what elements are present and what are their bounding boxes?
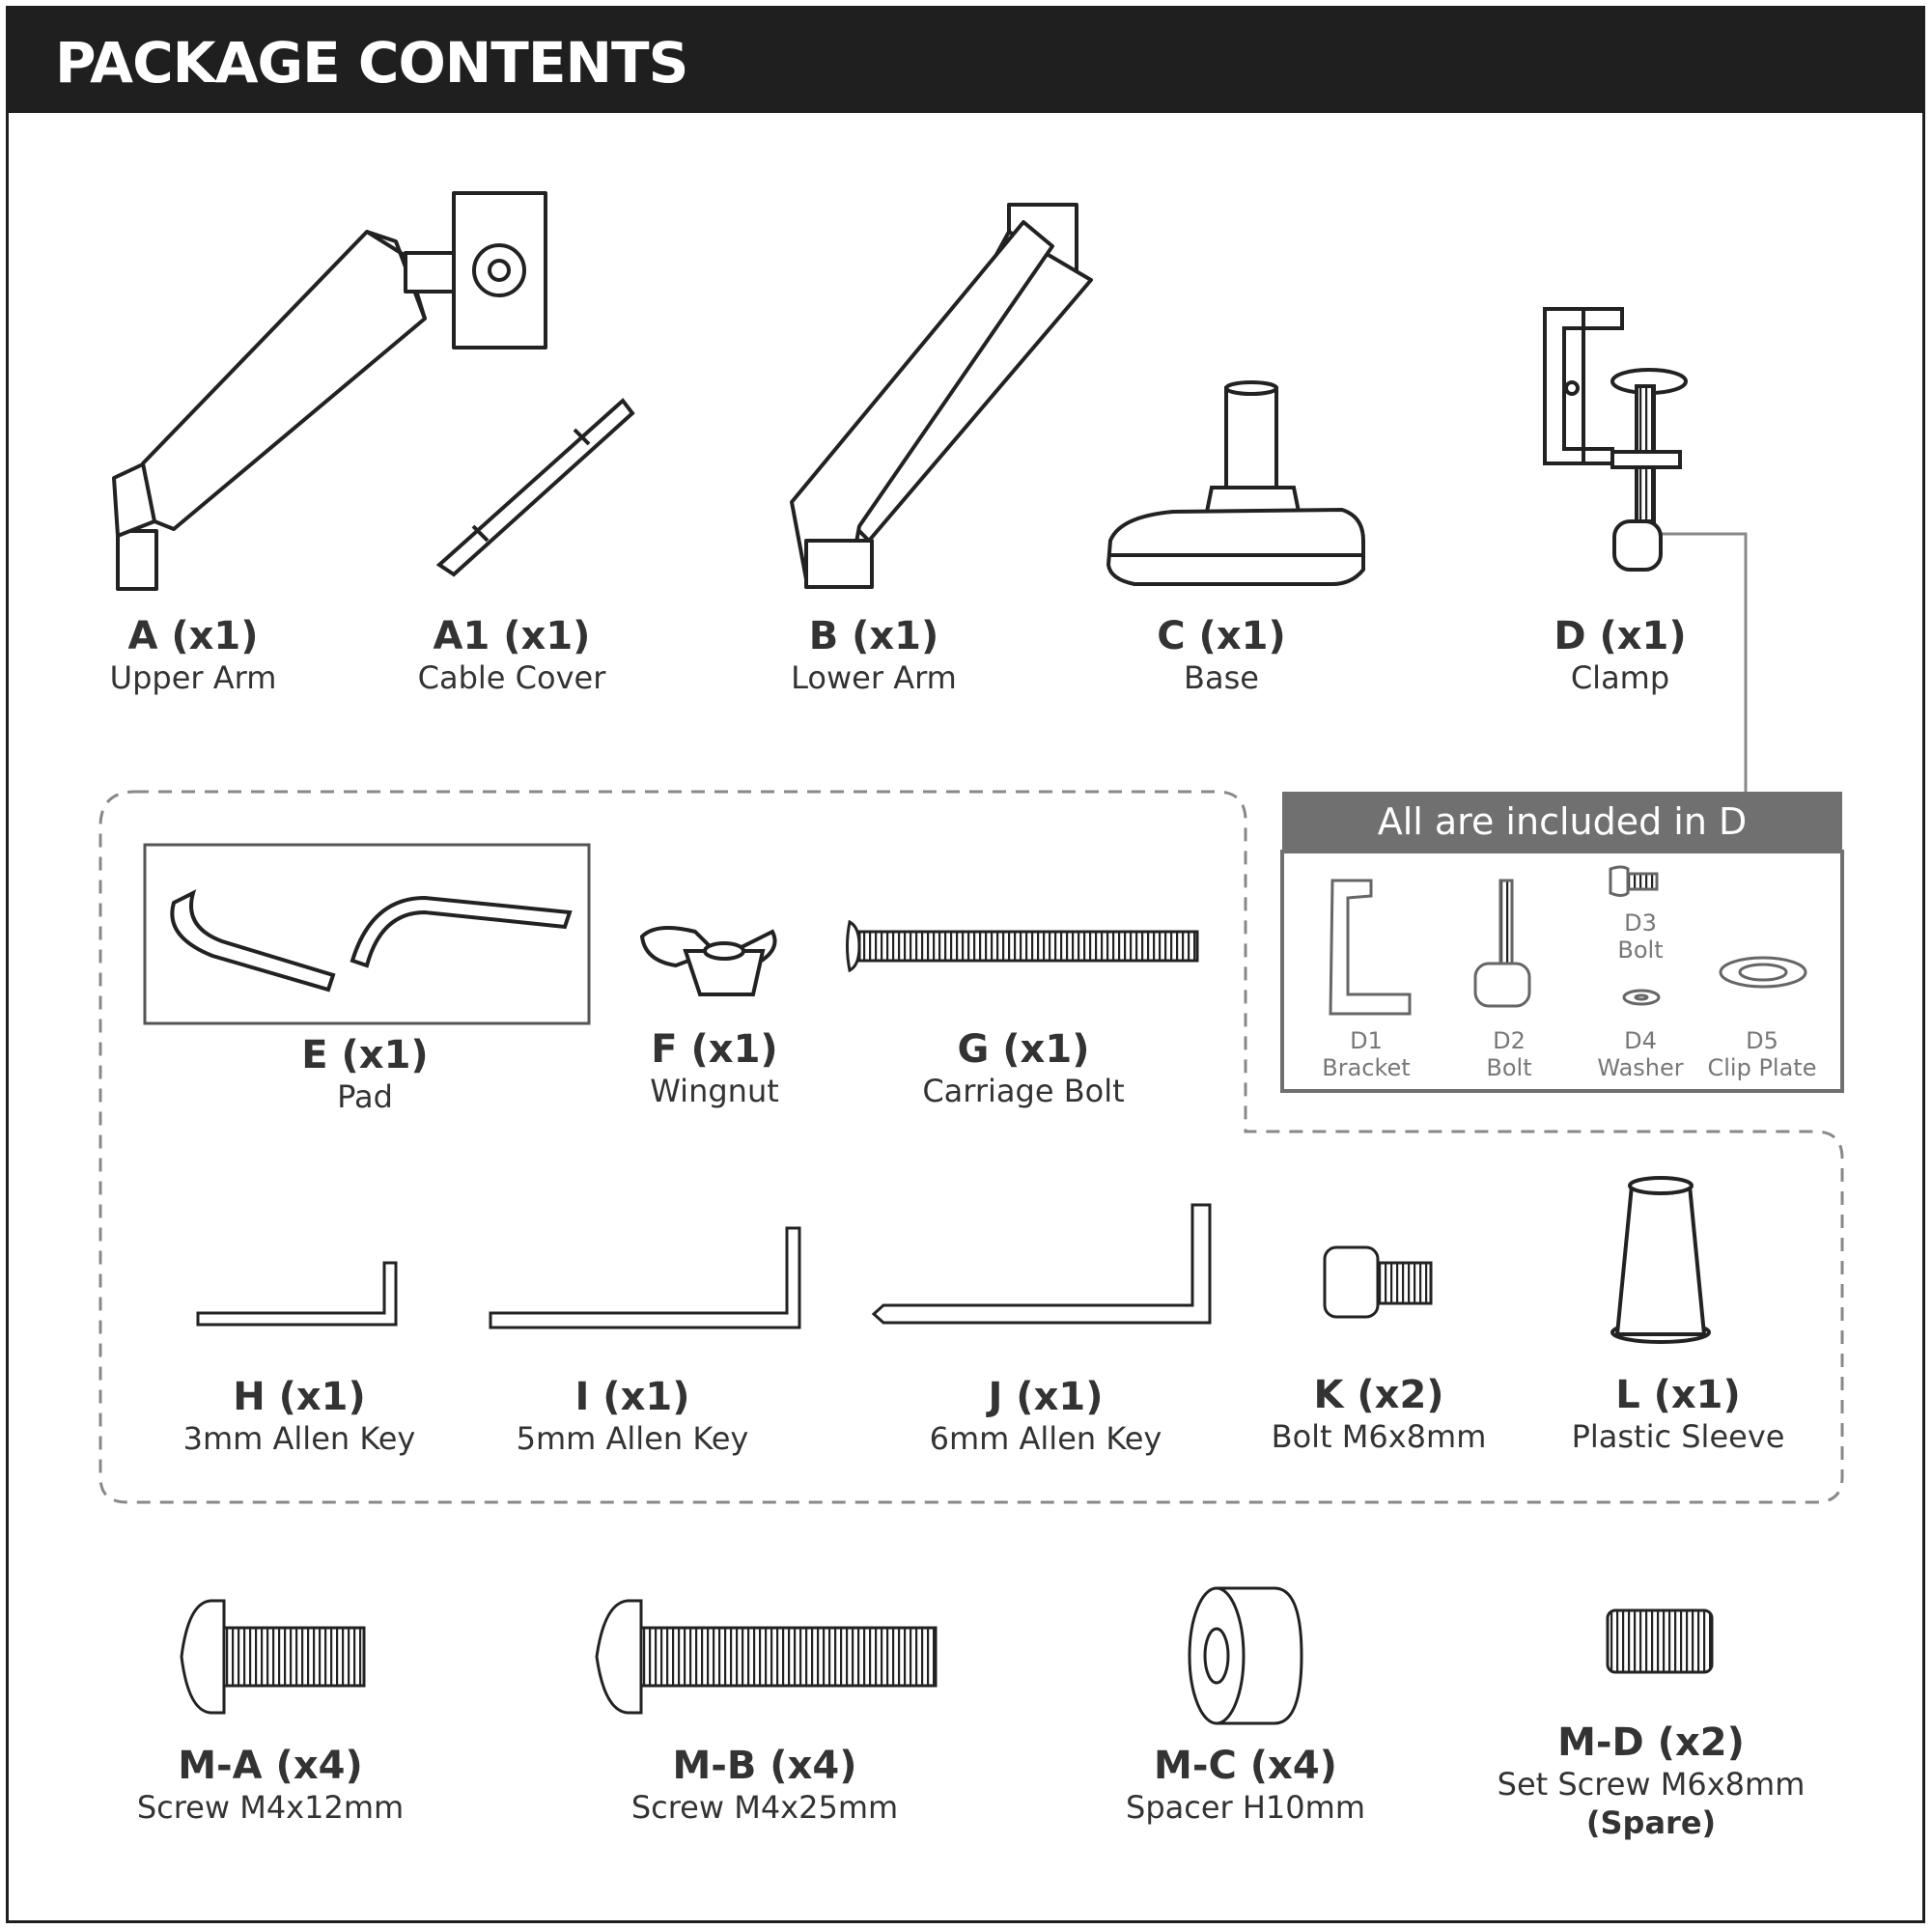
part-m-b-label <box>630 1744 900 1827</box>
part-code: M-B (x4) <box>672 1744 857 1788</box>
spare-note: (Spare) <box>1585 1804 1717 1841</box>
part-code: H (x1) <box>233 1375 366 1419</box>
part-code: C (x1) <box>1157 614 1286 658</box>
cable-cover-icon <box>439 401 632 574</box>
part-name: Base <box>1184 659 1259 696</box>
clamp-part-code: D4 <box>1624 1027 1657 1054</box>
part-name: 3mm Allen Key <box>182 1420 416 1457</box>
part-name: Upper Arm <box>109 659 277 696</box>
part-code: J (x1) <box>988 1375 1104 1419</box>
lower-arm-icon <box>792 205 1091 587</box>
clamp-part-name: Bolt <box>1617 937 1664 964</box>
part-a-label <box>87 614 299 697</box>
part-m-a-label <box>135 1744 406 1827</box>
part-name: Cable Cover <box>417 659 606 696</box>
spacer-icon <box>1190 1588 1302 1723</box>
part-code: F (x1) <box>651 1027 778 1072</box>
part-name: Screw M4x25mm <box>630 1789 899 1826</box>
bolt-d3-icon <box>1610 867 1657 896</box>
part-name: Lower Arm <box>791 659 957 696</box>
part-name: Pad <box>337 1078 393 1115</box>
part-code: M-A (x4) <box>178 1744 363 1788</box>
part-name: 5mm Allen Key <box>516 1420 749 1457</box>
part-code: D (x1) <box>1554 614 1687 658</box>
part-code: K (x2) <box>1313 1373 1444 1417</box>
part-code: G (x1) <box>957 1027 1090 1072</box>
part-code: E (x1) <box>301 1033 429 1077</box>
part-name: Screw M4x12mm <box>136 1789 405 1826</box>
part-k-label <box>1253 1373 1504 1456</box>
part-i-label <box>507 1375 758 1458</box>
clamp-part-d4-label <box>1587 1027 1694 1081</box>
part-code: L (x1) <box>1615 1373 1741 1417</box>
wingnut-icon <box>642 928 775 994</box>
part-code: I (x1) <box>574 1375 690 1419</box>
allen-key-j-icon <box>874 1205 1210 1323</box>
page-title: PACKAGE CONTENTS <box>55 30 688 96</box>
bolt-d2-icon <box>1475 881 1529 1006</box>
part-a1-label <box>396 614 628 697</box>
part-b-label <box>768 614 980 697</box>
bracket-icon <box>1330 881 1410 1014</box>
clamp-parts-title: All are included in D <box>1282 792 1842 852</box>
part-c-label <box>1115 614 1328 697</box>
part-e-label <box>259 1033 471 1116</box>
part-code: B (x1) <box>808 614 939 658</box>
plastic-sleeve-icon <box>1612 1178 1709 1342</box>
part-m-d-label <box>1497 1720 1806 1842</box>
clamp-part-name: Washer <box>1597 1054 1684 1081</box>
clamp-icon <box>1545 309 1686 570</box>
part-name: Bolt M6x8mm <box>1271 1418 1487 1455</box>
pad-box <box>145 845 589 1023</box>
part-j-label <box>920 1375 1171 1458</box>
screw-m-a-icon <box>182 1601 364 1713</box>
part-name: Carriage Bolt <box>922 1073 1125 1109</box>
part-h-label <box>174 1375 425 1458</box>
clamp-part-code: D3 <box>1624 909 1657 937</box>
clamp-part-code: D5 <box>1746 1027 1778 1054</box>
part-name: Plastic Sleeve <box>1571 1418 1785 1455</box>
part-name: Spacer H10mm <box>1126 1789 1365 1826</box>
clamp-part-name: Clip Plate <box>1707 1054 1817 1081</box>
allen-key-h-icon <box>198 1263 396 1325</box>
clamp-part-d5-label <box>1701 1027 1823 1081</box>
part-name: Wingnut <box>650 1073 779 1109</box>
clip-plate-icon <box>1721 958 1806 987</box>
part-name: Clamp <box>1570 659 1670 696</box>
part-code: A (x1) <box>127 614 259 658</box>
clamp-part-d3-label <box>1587 909 1694 964</box>
part-name: Set Screw M6x8mm <box>1497 1766 1806 1803</box>
part-code: M-D (x2) <box>1557 1720 1745 1765</box>
clamp-part-code: D1 <box>1350 1027 1383 1054</box>
part-code: M-C (x4) <box>1154 1744 1337 1788</box>
clamp-part-d1-label <box>1313 1027 1419 1081</box>
clamp-part-d2-label <box>1456 1027 1562 1081</box>
washer-icon <box>1624 991 1659 1004</box>
screw-m-b-icon <box>597 1601 936 1713</box>
set-screw-icon <box>1608 1610 1712 1672</box>
carriage-bolt-icon <box>848 922 1198 970</box>
allen-key-i-icon <box>490 1228 799 1328</box>
part-code: A1 (x1) <box>433 614 591 658</box>
bolt-k-icon <box>1325 1247 1431 1317</box>
part-l-label <box>1553 1373 1804 1456</box>
part-name: 6mm Allen Key <box>929 1420 1162 1457</box>
clamp-part-code: D2 <box>1493 1027 1526 1054</box>
part-m-c-label <box>1110 1744 1381 1827</box>
part-f-label <box>608 1027 821 1110</box>
clamp-part-name: Bracket <box>1322 1054 1411 1081</box>
base-icon <box>1108 382 1363 584</box>
part-d-label <box>1514 614 1726 697</box>
pad-icon <box>172 893 570 990</box>
clamp-part-name: Bolt <box>1486 1054 1532 1081</box>
part-g-label <box>903 1027 1144 1110</box>
